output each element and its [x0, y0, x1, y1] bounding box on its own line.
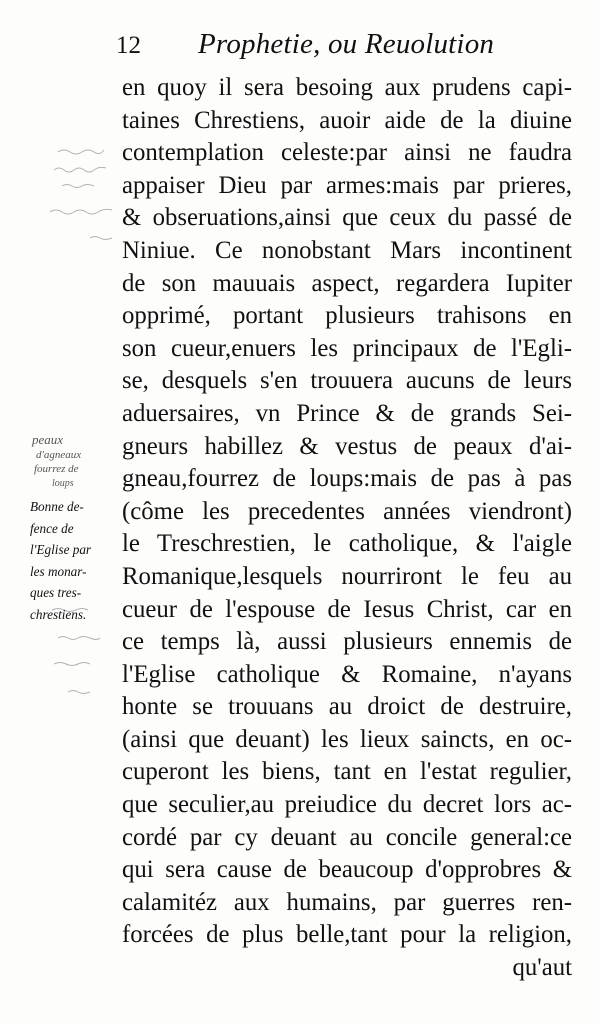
text-line: ce temps là, aussi plusieurs ennemis de	[122, 628, 572, 656]
marginal-note-line: chrestiens.	[30, 606, 87, 622]
text-line: se, desquels s'en trouuera aucuns de leurs	[122, 367, 572, 395]
body-text	[122, 72, 572, 985]
marginal-note-line: fence de	[30, 520, 74, 536]
scribble-mark	[54, 167, 106, 172]
page-header	[116, 28, 556, 72]
annotation-line: d'agneaux	[36, 449, 82, 461]
text-line: contemplation celeste:par ainsi ne faudra	[122, 139, 572, 167]
text-line: qui sera cause de beaucoup d'opprobres &	[122, 856, 572, 884]
text-line: taines Chrestiens, auoir aide de la diuine	[122, 106, 572, 134]
text-line: son cueur,enuers les principaux de l'Egli-	[122, 334, 572, 362]
text-line: (ainsi que deuant) les lieux saincts, en oc-	[122, 725, 572, 753]
annotation-line: fourrez de	[34, 463, 79, 475]
annotation-line: peaux	[32, 432, 64, 447]
scribble-mark	[58, 150, 104, 154]
annotation-line: loups	[52, 478, 74, 489]
text-line: forcées de plus belle,tant pour la religion,	[122, 921, 572, 949]
text-line: cueur de l'espouse de Iesus Christ, car en	[122, 595, 572, 623]
text-line: (côme les precedentes années viendront)	[122, 497, 572, 525]
marginal-note-line: Bonne de-	[30, 499, 84, 514]
text-line: l'Eglise catholique & Romaine, n'ayans	[122, 660, 572, 688]
text-line: cordé par cy deuant au concile general:ce	[122, 823, 572, 851]
text-line: en quoy il sera besoing aux prudens capi-	[122, 74, 572, 101]
marginal-note	[30, 496, 120, 625]
catchword: qu'aut	[512, 954, 572, 982]
text-line: aduersaires, vn Prince & de grands Sei-	[122, 399, 572, 427]
scribble-mark	[68, 691, 90, 694]
text-line: & obseruations,ainsi que ceux du passé de	[122, 204, 572, 232]
page-number: 12	[116, 32, 141, 59]
text-line: gneau,fourrez de loups:mais de pas à pas	[122, 465, 572, 493]
scribble-mark	[58, 637, 100, 640]
text-line: calamitéz aux humains, par guerres ren-	[122, 888, 572, 916]
scribble-mark	[62, 185, 94, 188]
text-line: que seculier,au preiudice du decret lors ac-	[122, 791, 572, 819]
text-line: cuperont les biens, tant en l'estat regulier,	[122, 758, 572, 786]
scribble-mark	[50, 209, 112, 214]
running-title: Prophetie, ou Reuolution	[198, 28, 495, 60]
text-line: appaiser Dieu par armes:mais par prieres,	[122, 171, 572, 199]
text-line: le Treschrestien, le catholique, & l'aigle	[122, 530, 572, 558]
marginal-note-line: les monar-	[30, 563, 87, 579]
scribble-mark	[90, 237, 112, 240]
marginal-note-line: l'Eglise par	[30, 542, 92, 557]
text-line: opprimé, portant plusieurs trahisons en	[122, 302, 572, 330]
handwritten-annotation	[30, 432, 122, 496]
text-line: de son mauuais aspect, regardera Iupiter	[122, 269, 572, 297]
text-line: Romanique,lesquels nourriront le feu au	[122, 562, 572, 590]
scribble-mark	[54, 663, 90, 666]
text-line: Niniue. Ce nonobstant Mars incontinent	[122, 236, 572, 264]
marginal-note-line: ques tres-	[30, 585, 82, 600]
text-line: gneurs habillez & vestus de peaux d'ai-	[122, 432, 572, 460]
text-line: honte se trouuans au droict de destruire,	[122, 693, 572, 721]
